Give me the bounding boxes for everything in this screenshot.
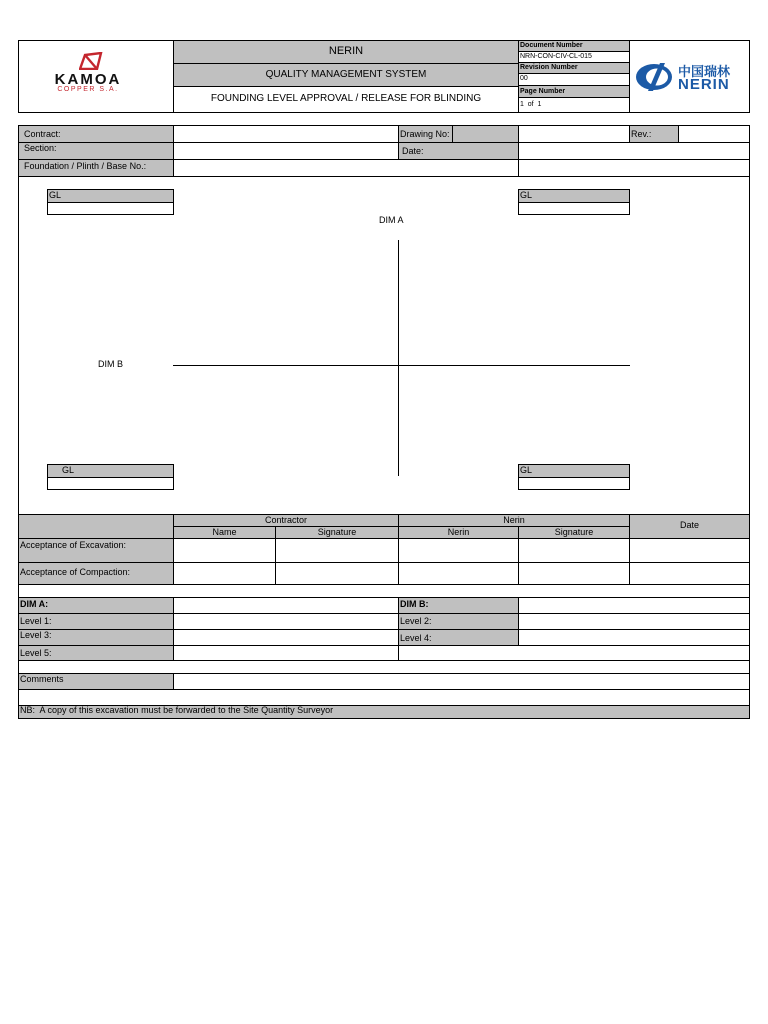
- date-input[interactable]: [519, 143, 749, 159]
- level-1-input[interactable]: [174, 614, 398, 629]
- org-title: NERIN: [328, 45, 364, 57]
- rev-input[interactable]: [679, 126, 749, 142]
- drawing-no-input[interactable]: [519, 126, 629, 142]
- nerin-header: Nerin: [503, 515, 525, 525]
- nerin-logo-en: NERIN: [678, 76, 730, 93]
- gl-label-top-right: GL: [520, 190, 533, 200]
- contractor-header: Contractor: [264, 515, 308, 525]
- foundation-input[interactable]: [174, 160, 518, 176]
- excavation-date-input[interactable]: [630, 539, 749, 562]
- doc-number-value: NRN-CON-CIV-CL-015: [520, 53, 592, 60]
- level-5-input[interactable]: [174, 646, 398, 660]
- gl-input-top-right[interactable]: [519, 203, 629, 214]
- gl-input-bottom-right[interactable]: [519, 478, 629, 489]
- dim-a-input[interactable]: [174, 598, 398, 613]
- level-2-label: Level 2:: [400, 616, 432, 626]
- comments-input[interactable]: [174, 674, 749, 689]
- compaction-contractor-signature-input[interactable]: [276, 563, 398, 584]
- page-number-value: 1 of 1: [520, 101, 542, 108]
- date-label: Date:: [402, 146, 424, 156]
- rev-label: Rev.:: [631, 129, 652, 139]
- level-5-label: Level 5:: [20, 648, 52, 658]
- revision-label: Revision Number: [520, 64, 578, 71]
- comments-label: Comments: [20, 674, 64, 684]
- contract-label: Contract:: [24, 129, 61, 139]
- excavation-name-input[interactable]: [174, 539, 275, 562]
- foundation-label: Foundation / Plinth / Base No.:: [24, 161, 147, 171]
- excavation-nerin-input[interactable]: [399, 539, 518, 562]
- nerin-column-header: Nerin: [447, 527, 470, 537]
- level-4-input[interactable]: [519, 630, 749, 645]
- kamoa-logo-text: KAMOA: [54, 71, 122, 88]
- level-2-input[interactable]: [519, 614, 749, 629]
- kamoa-logo-subtext: COPPER S.A.: [57, 86, 119, 93]
- level-4-label: Level 4:: [400, 633, 432, 643]
- form-title: FOUNDING LEVEL APPROVAL / RELEASE FOR BLINDING: [210, 93, 482, 104]
- dim-a-label: DIM A: [379, 215, 404, 225]
- nerin-logo-cn: 中国瑞林: [678, 64, 731, 79]
- kamoa-logo-icon: [79, 52, 103, 70]
- surveyor-note: NB: A copy of this excavation must be forwarded to the Site Quantity Surveyor: [20, 705, 334, 715]
- dim-a-level-label: DIM A:: [20, 599, 49, 609]
- kamoa-logo: [20, 48, 170, 108]
- compaction-date-input[interactable]: [630, 563, 749, 584]
- compaction-nerin-input[interactable]: [399, 563, 518, 584]
- dim-a-line: [398, 240, 399, 476]
- acceptance-compaction-label: Acceptance of Compaction:: [20, 567, 131, 577]
- gl-label-bottom-left: GL: [62, 465, 75, 475]
- gl-label-top-left: GL: [49, 190, 62, 200]
- acceptance-excavation-label: Acceptance of Excavation:: [20, 540, 127, 550]
- contract-input[interactable]: [174, 126, 398, 142]
- name-column-header: Name: [212, 527, 237, 537]
- excavation-contractor-signature-input[interactable]: [276, 539, 398, 562]
- compaction-nerin-signature-input[interactable]: [519, 563, 629, 584]
- level-1-label: Level 1:: [20, 616, 52, 626]
- nerin-logo: [631, 58, 749, 98]
- contractor-signature-column-header: Signature: [317, 527, 357, 537]
- dim-b-label: DIM B: [98, 359, 124, 369]
- level-3-input[interactable]: [174, 630, 398, 645]
- gl-label-bottom-right: GL: [520, 465, 533, 475]
- dim-b-level-label: DIM B:: [400, 599, 429, 609]
- date-header: Date: [679, 520, 699, 530]
- page-number-label: Page Number: [520, 88, 566, 95]
- section-label: Section:: [24, 143, 57, 153]
- nerin-logo-icon: [634, 62, 674, 92]
- revision-value: 00: [520, 75, 528, 82]
- drawing-no-label: Drawing No:: [400, 129, 450, 139]
- compaction-name-input[interactable]: [174, 563, 275, 584]
- nerin-signature-column-header: Signature: [554, 527, 594, 537]
- doc-number-label: Document Number: [520, 42, 583, 49]
- gl-input-bottom-left[interactable]: [48, 478, 173, 489]
- gl-input-top-left[interactable]: [48, 203, 173, 214]
- dim-b-line: [173, 365, 630, 366]
- system-title: QUALITY MANAGEMENT SYSTEM: [265, 69, 427, 80]
- excavation-nerin-signature-input[interactable]: [519, 539, 629, 562]
- section-input[interactable]: [174, 143, 398, 159]
- dim-b-input[interactable]: [519, 598, 749, 613]
- level-3-label: Level 3:: [20, 630, 52, 640]
